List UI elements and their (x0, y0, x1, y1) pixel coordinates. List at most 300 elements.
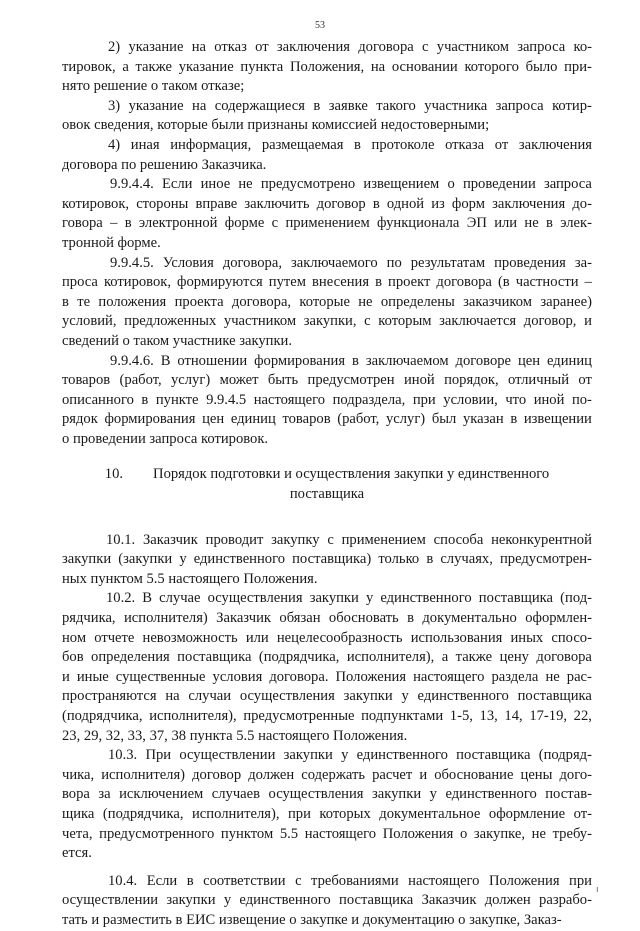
text-line: тать и разместить в ЕИС извещение о закупке и документацию о закупке, Заказ- (62, 911, 562, 928)
word: требу- (552, 825, 592, 842)
word: отказа (445, 136, 485, 153)
word: пункта (240, 58, 284, 75)
word: с (422, 39, 429, 55)
word: подпунктами (361, 708, 444, 724)
word: на (191, 39, 206, 55)
word: – (110, 215, 118, 232)
text-line: ется. (62, 845, 92, 862)
text-line (108, 38, 592, 58)
text-line (62, 609, 592, 629)
word: в (313, 97, 321, 114)
word: 13, (479, 708, 498, 724)
word: протоколе (371, 136, 435, 153)
word: содержащиеся (214, 97, 305, 114)
word: (работ, (119, 372, 162, 389)
word: проведения (494, 254, 566, 271)
word: заключаемом (365, 352, 449, 369)
text-line (62, 273, 592, 293)
word: спосо- (551, 629, 592, 646)
word: описанного (62, 391, 134, 408)
word: частности (515, 274, 579, 291)
word: закупке, (473, 825, 525, 842)
text-line (108, 746, 592, 766)
word: отличный (508, 372, 570, 389)
word: предусмотрено (260, 176, 356, 193)
word: договор, (523, 313, 577, 330)
word: за- (574, 254, 592, 271)
word: при (287, 805, 311, 822)
word: запроса (543, 176, 592, 193)
word: говора (62, 215, 103, 232)
word: в (354, 136, 361, 153)
word: предусмотрен- (499, 551, 592, 568)
word: также (135, 58, 172, 75)
word: неконкурентной (491, 531, 592, 548)
word: договора. (269, 668, 329, 685)
word: При (145, 747, 172, 764)
word: от (255, 39, 269, 55)
word: иной (403, 372, 435, 389)
word: проведении (462, 176, 536, 193)
word: заключить (244, 195, 310, 212)
word: нецелесообразность (276, 629, 403, 646)
text-line (62, 214, 592, 234)
word: рас- (566, 668, 592, 685)
word: информация, (170, 136, 252, 153)
word: котир- (552, 97, 592, 114)
word: договора (358, 39, 414, 55)
text-line (108, 97, 592, 117)
word: котировок, (103, 274, 171, 291)
word: положения (98, 293, 167, 310)
word: исполнителя) (123, 610, 208, 627)
word: 22, (573, 708, 592, 724)
word: 10.2. (106, 590, 136, 607)
word: случаев (211, 786, 261, 803)
word: требованиями (311, 872, 399, 889)
word: договора (536, 649, 592, 666)
word: участником (223, 313, 297, 330)
word: Если (161, 176, 193, 193)
word: 9.9.4.4. (110, 176, 154, 193)
word: бов (62, 649, 84, 666)
word: те (77, 293, 91, 310)
text-line (62, 707, 592, 727)
word: также (455, 649, 493, 666)
word: 9.9.4.5. (110, 254, 154, 271)
word: невозможность (142, 629, 238, 646)
word: о (459, 825, 468, 842)
word: настоящего (253, 391, 326, 408)
word: единственного (356, 747, 448, 764)
word: которого (464, 58, 519, 75)
word: 17-19, (529, 708, 568, 724)
word: единственного (239, 892, 331, 909)
word: должен (248, 766, 295, 783)
word: осуществления (239, 688, 335, 705)
word: у (365, 590, 374, 607)
list-item-4 (62, 136, 592, 175)
word: цен (202, 411, 225, 428)
word: условии, (443, 391, 498, 408)
text-line (108, 136, 592, 156)
word: (под- (560, 590, 592, 607)
text-line: договора по решению Заказчика. (62, 156, 267, 173)
word: стороны (136, 195, 189, 212)
word: отношении (177, 352, 248, 369)
word: иное (200, 176, 231, 193)
word: участником (436, 39, 509, 55)
text-line (62, 195, 592, 215)
word: В (142, 590, 153, 607)
word: 10.4. (108, 872, 138, 889)
word: и (584, 313, 592, 330)
word: отчете (94, 629, 135, 646)
word: соответствии (203, 872, 286, 889)
text-line (62, 312, 592, 332)
word: проект (388, 274, 431, 291)
word: формирования (104, 411, 196, 428)
word: постав- (545, 786, 592, 803)
word: единственного (380, 590, 472, 607)
word: единиц (230, 411, 276, 428)
paragraph-10-4 (62, 872, 592, 931)
word: Условия (162, 254, 214, 271)
word: порядок, (444, 372, 499, 389)
word: осуществлении (179, 747, 276, 764)
section-heading (62, 465, 592, 504)
word: заявке (328, 97, 368, 114)
word: указание (128, 97, 184, 114)
word: ном (62, 629, 87, 646)
word: дого- (559, 766, 592, 783)
word: настоящего (304, 825, 377, 842)
word: при (412, 391, 436, 408)
word: способа (433, 531, 484, 548)
word: 9.9.4.6. (110, 352, 154, 369)
word: Положения (488, 872, 560, 889)
word: в (186, 872, 194, 889)
word: пространяются (62, 688, 157, 705)
word: у (179, 551, 187, 568)
word: применением (341, 531, 426, 548)
word: договор (316, 195, 366, 212)
text-line (62, 293, 592, 313)
word: путем (268, 274, 306, 291)
word: ко- (573, 39, 592, 55)
word: у (341, 747, 349, 764)
page-number: 53 (315, 20, 325, 31)
word: извещением (363, 176, 440, 193)
word: может (219, 372, 259, 389)
text-line (62, 410, 592, 430)
word: в (141, 391, 149, 408)
text-line (62, 785, 592, 805)
word: (работ, (337, 411, 380, 428)
word: раздела (491, 668, 539, 685)
word: в (372, 195, 380, 212)
word: по (386, 254, 402, 271)
text-line (62, 58, 592, 78)
word: товаров (282, 411, 331, 428)
word: 2) (108, 39, 121, 55)
word: с (295, 872, 302, 889)
word: применением (285, 215, 370, 232)
word: указан (462, 411, 504, 428)
text-line (110, 175, 592, 195)
word: у (223, 892, 232, 909)
text-line: тронной форме. (62, 234, 161, 251)
word: в (124, 215, 132, 232)
word: форм (451, 195, 485, 212)
word: закупки (372, 786, 422, 803)
word: услуг) (171, 372, 211, 389)
word: обоснование (434, 766, 514, 783)
paragraph-9-9-4-6 (62, 352, 592, 450)
word: закупки (343, 688, 393, 705)
list-item-2 (62, 38, 592, 97)
word: закупку (271, 531, 320, 548)
word: договор (192, 766, 242, 783)
word: случаи (188, 688, 232, 705)
word: (закупки (118, 551, 173, 568)
word: заключаемого (290, 254, 378, 271)
word: иных (510, 629, 544, 646)
word: единственного (193, 551, 286, 568)
text-line: 23, 29, 32, 33, 37, 38 пункта 5.5 настоящего Положения. (62, 727, 408, 744)
word: Положения (382, 825, 454, 842)
word: предусмотренного (99, 825, 215, 842)
word: осуществлении (62, 892, 159, 909)
word: закупки (283, 747, 333, 764)
word: единственного (445, 786, 537, 803)
word: о (447, 176, 455, 193)
word: на (192, 97, 207, 114)
word: запроса (495, 97, 544, 114)
word: единственного (417, 688, 509, 705)
word: или (494, 215, 518, 232)
word: единиц (547, 352, 592, 369)
word: не (358, 293, 373, 310)
word: что (505, 391, 527, 408)
word: должен (484, 892, 531, 909)
paragraph-10-2 (62, 589, 592, 746)
word: электронной (138, 215, 218, 232)
word: закупки (309, 590, 359, 607)
word: не (524, 215, 539, 232)
word: расчет (372, 766, 413, 783)
text-line (62, 891, 592, 911)
word: (подрядчика, (62, 708, 143, 724)
word: указание (178, 58, 234, 75)
word: которым (378, 313, 432, 330)
text-line (62, 687, 592, 707)
word: основании (391, 58, 458, 75)
word: проса (62, 274, 98, 291)
word: не (545, 668, 560, 685)
word: услуг) (385, 411, 426, 428)
text-line: о проведении запроса котировок. (62, 430, 269, 447)
word: оформление (488, 805, 566, 822)
word: Положения (335, 668, 407, 685)
word: осуществления (207, 590, 303, 607)
word: подраздела, (332, 391, 406, 408)
word: цены (520, 766, 553, 783)
word: иной (533, 391, 565, 408)
word: поставщика (478, 590, 554, 607)
word: заключения (276, 39, 350, 55)
word: поставщика) (292, 551, 372, 568)
word: заказчиком (463, 293, 532, 310)
word: Заказчик (421, 892, 477, 909)
word: в (407, 610, 414, 627)
text-line (62, 391, 592, 411)
word: 10.3. (108, 747, 138, 764)
word: от (494, 136, 509, 153)
word: документальное (379, 805, 481, 822)
word: форме (224, 215, 265, 232)
word: договора, (231, 293, 292, 310)
word: В (160, 352, 171, 369)
word: 5.5 (279, 825, 299, 842)
word: 3) (108, 97, 121, 114)
word: предусмотренные (243, 708, 355, 724)
text-line (62, 766, 592, 786)
word: извещении (523, 411, 592, 428)
text-line (110, 352, 592, 372)
word: а (441, 649, 449, 666)
word: закупки (166, 892, 216, 909)
paragraph-10-1 (62, 531, 592, 590)
word: исполнителя) (101, 766, 186, 783)
word: по- (571, 391, 592, 408)
word: Если (146, 872, 178, 889)
word: из (431, 195, 445, 212)
word: содержать (301, 766, 366, 783)
word: предусмотрен (307, 372, 395, 389)
word: участника (424, 97, 488, 114)
text-line (62, 371, 592, 391)
word: иная (130, 136, 160, 153)
word: котировок, (62, 195, 130, 212)
word: условий, (62, 313, 117, 330)
text-line (106, 531, 592, 551)
word: Заказчик (216, 610, 272, 627)
text-line (62, 550, 592, 570)
word: 1-5, (449, 708, 473, 724)
word: в (351, 352, 359, 369)
word: договора (436, 274, 492, 291)
word: 9.9.4.5 (206, 391, 247, 408)
word: заключения (492, 195, 566, 212)
text-line: овок сведения, которые были признаны комиссией недостоверными; (62, 117, 490, 134)
word: в (510, 411, 518, 428)
word: вправе (195, 195, 238, 212)
word: до- (572, 195, 592, 212)
word: на (165, 688, 180, 705)
word: пункте (155, 391, 199, 408)
word: разрабо- (539, 892, 592, 909)
word: только (378, 551, 420, 568)
word: формирования (254, 352, 346, 369)
word: 4) (108, 136, 121, 153)
word: элек- (560, 215, 592, 232)
word: на (370, 58, 386, 75)
word: такого (376, 97, 416, 114)
word: с (364, 313, 371, 330)
word: тировок, (62, 58, 116, 75)
word: пунктом (220, 825, 274, 842)
list-item-3 (62, 97, 592, 136)
word: исполнителя), (346, 649, 435, 666)
word: случае (159, 590, 201, 607)
word: вора (62, 786, 90, 803)
word: настоящего (408, 872, 480, 889)
word: проекта (174, 293, 224, 310)
word: быть (267, 372, 299, 389)
word: поставщика (456, 747, 531, 764)
text-line (62, 648, 592, 668)
document-body (62, 38, 592, 931)
word: случаях, (440, 551, 493, 568)
word: определения (91, 649, 170, 666)
paragraph-10-3 (62, 746, 592, 864)
word: поставщика (339, 892, 414, 909)
word: в (375, 274, 382, 291)
word: внесения (312, 274, 370, 291)
word: отказ (214, 39, 247, 55)
word: запроса (517, 39, 566, 55)
word: Положения, (289, 58, 365, 75)
word: документально (422, 610, 517, 627)
text-line (108, 872, 592, 892)
paragraph-9-9-4-4 (62, 175, 592, 253)
text-line (62, 805, 592, 825)
word: поставщика (177, 649, 252, 666)
word: было (525, 58, 558, 75)
word: товаров (62, 372, 111, 389)
word: цену (499, 649, 529, 666)
word: заранее) (540, 293, 592, 310)
word: заключения (518, 136, 592, 153)
word: поставщика (517, 688, 592, 705)
word: у (429, 786, 437, 803)
word: использования (410, 629, 503, 646)
word: иные (76, 668, 109, 685)
word: – (584, 274, 592, 291)
word: закупки (62, 551, 112, 568)
paragraph-9-9-4-5 (62, 254, 592, 352)
word: за (98, 786, 111, 803)
word: закупки, (303, 313, 357, 330)
word: которых (319, 805, 371, 822)
word: осуществления (268, 786, 364, 803)
word: с (271, 215, 279, 232)
section-number: 10. (104, 466, 124, 483)
word: исполнителя), (192, 805, 280, 822)
word: Заказчик (142, 531, 198, 548)
word: и (62, 668, 70, 685)
word: (подрядчика, (102, 805, 184, 822)
word: 14, (504, 708, 523, 724)
word: исключением (119, 786, 204, 803)
text-line (110, 254, 592, 274)
word: условия (212, 668, 263, 685)
word: чета, (62, 825, 93, 842)
word: обосновать (328, 610, 399, 627)
section-title-line-2: поставщика (289, 486, 365, 503)
word: в (426, 551, 434, 568)
